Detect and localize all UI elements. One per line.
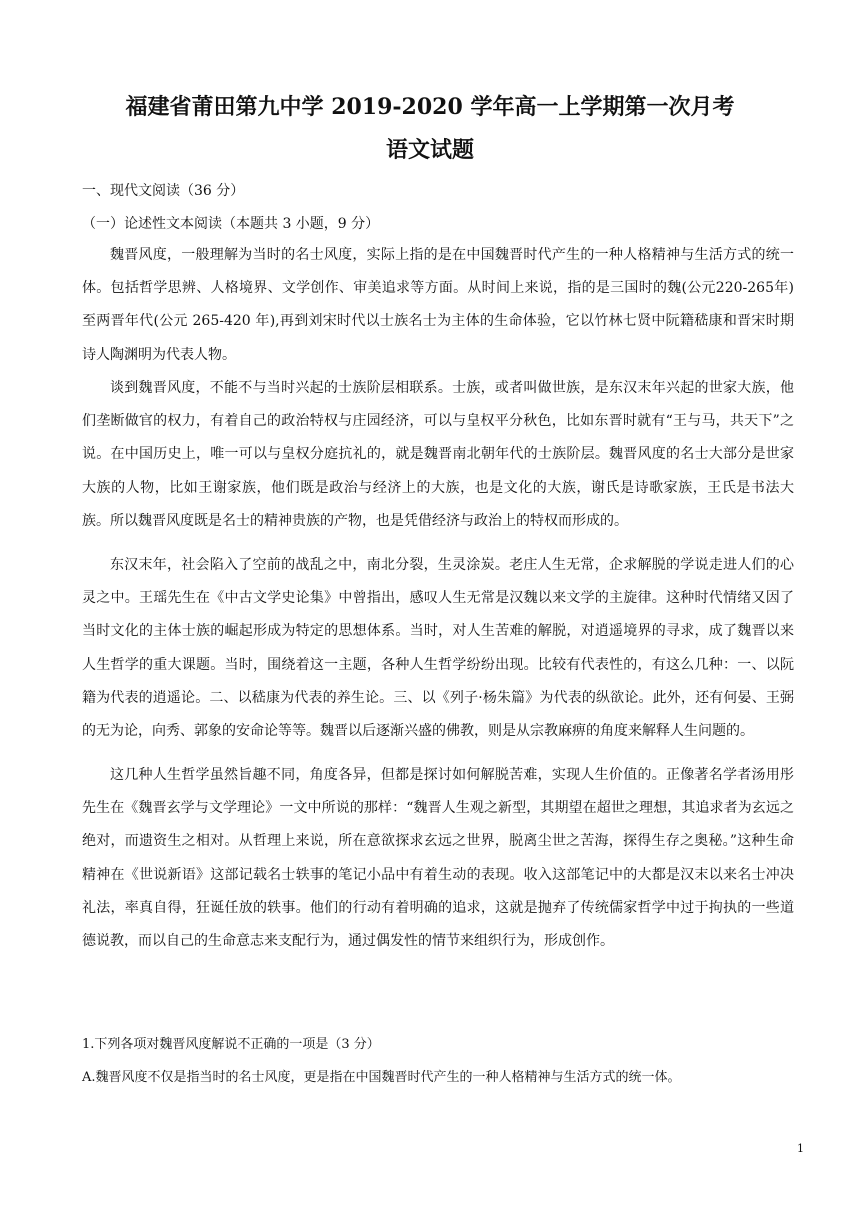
paragraph-4: 这几种人生哲学虽然旨趣不同，角度各异，但都是探讨如何解脱苦难，实现人生价值的。正像著名学者汤用彤先生在《魏晋玄学与文学理论》一文中所说的那样：“魏晋人生观之新型，其期望在超世之理想，其追求者为玄远之绝对，而遗资生之相对。从哲理上来说，所在意欲探求玄远之世界，脱离尘世之苦海，探得生存之奥秘。”这种生命精神在《世说新语》这部记载名士轶事的笔记小品中有着生动的表现。收入这部笔记中的大都是汉末以来名士冲决礼法，率真自得，狂诞任放的轶事。他们的行动有着明确的追求，这就是抛弃了传统儒家哲学中过于拘执的一些道德说教，而以自己的生命意志来支配行为，通过偶发性的情节来组织行为，形成创作。 bbox=[82, 767, 794, 950]
paragraph-1: 魏晋风度，一般理解为当时的名士风度，实际上指的是在中国魏晋时代产生的一种人格精神与生活方式的统一体。包括哲学思辨、人格境界、文学创作、审美追求等方面。从时间上来说，指的是三国时的魏(公元220-265年)至两晋年代(公元 265-420 年),再到刘宋时代以士族名士为主体的生命体验，它以竹林七贤中阮籍嵇康和晋宋时期诗人陶渊明为代表人物。 bbox=[82, 247, 794, 363]
question-1: 1.下列各项对魏晋风度解说不正确的一项是（3 分） bbox=[82, 1037, 380, 1052]
document-title: 福建省莆田第九中学 2019-2020 学年高一上学期第一次月考 bbox=[125, 94, 735, 120]
paragraph-2: 谈到魏晋风度，不能不与当时兴起的士族阶层相联系。士族，或者叫做世族，是东汉末年兴起的世家大族，他们垄断做官的权力，有着自己的政治特权与庄园经济，可以与皇权平分秋色，比如东晋时就有“王与马，共天下”之说。在中国历史上，唯一可以与皇权分庭抗礼的，就是魏晋南北朝年代的士族阶层。魏晋风度的名士大部分是世家大族的人物，比如王谢家族，他们既是政治与经济上的大族，也是文化的大族，谢氏是诗歌家族，王氏是书法大族。所以魏晋风度既是名士的精神贵族的产物，也是凭借经济与政治上的特权而形成的。 bbox=[82, 380, 794, 529]
question-1-option-a: A.魏晋风度不仅是指当时的名士风度，更是指在中国魏晋时代产生的一种人格精神与生活方式的统一体。 bbox=[82, 1070, 681, 1085]
paragraph-3: 东汉末年，社会陷入了空前的战乱之中，南北分裂，生灵涂炭。老庄人生无常，企求解脱的学说走进人们的心灵之中。王瑶先生在《中古文学史论集》中曾指出，感叹人生无常是汉魏以来文学的主旋律。这种时代情绪又因了当时文化的主体士族的崛起形成为特定的思想体系。当时，对人生苦难的解脱，对逍遥境界的寻求，成了魏晋以来人生哲学的重大课题。当时，围绕着这一主题，各种人生哲学纷纷出现。比较有代表性的，有这么几种：一、以阮籍为代表的逍遥论。二、以嵇康为代表的养生论。三、以《列子·杨朱篇》为代表的纵欲论。此外，还有何晏、王弼的无为论，向秀、郭象的安命论等等。魏晋以后逐渐兴盛的佛教，则是从宗教麻痹的角度来解释人生问题的。 bbox=[82, 557, 794, 740]
document-subtitle: 语文试题 bbox=[385, 137, 474, 163]
section-heading: 一、现代文阅读（36 分） bbox=[82, 183, 245, 199]
page-number: 1 bbox=[797, 1142, 804, 1155]
subsection-heading: （一）论述性文本阅读（本题共 3 小题，9 分） bbox=[82, 216, 380, 232]
